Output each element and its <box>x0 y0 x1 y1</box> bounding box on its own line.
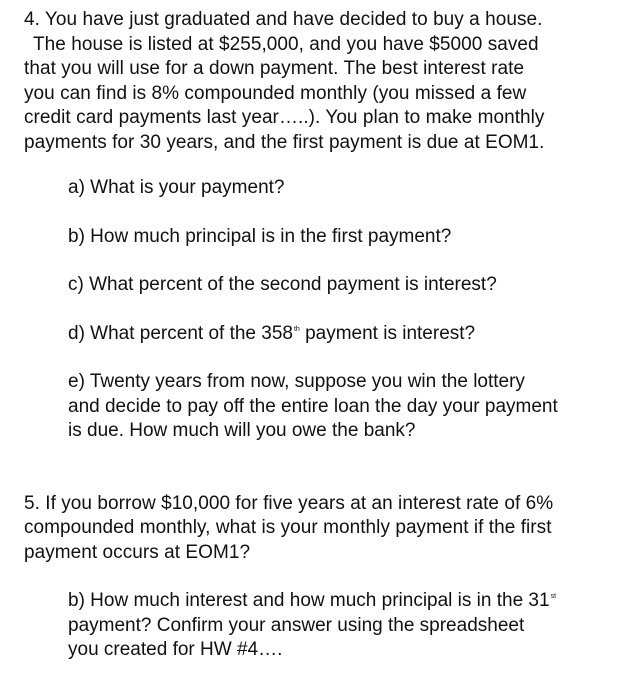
ordinal-suffix: st <box>550 593 557 600</box>
question-4-line: that you will use for a down payment. The best interest rate <box>24 58 525 79</box>
question-4-line: credit card payments last year…..). You plan to make monthly <box>24 107 545 128</box>
question-4-part-d <box>24 322 622 347</box>
question-4-part-a: a) What is your payment? <box>68 177 285 198</box>
question-4-line: 4. You have just graduated and have decided to buy a house. <box>24 9 543 30</box>
ordinal-suffix: th <box>293 325 300 333</box>
question-4-text <box>24 8 622 155</box>
question-5-line: compounded monthly, what is your monthly payment if the first <box>24 517 552 538</box>
question-4-line: The house is listed at $255,000, and you have $5000 saved <box>33 33 539 55</box>
question-5-part-b-line: you created for HW #4…. <box>68 639 283 660</box>
question-4-part-e-line: e) Twenty years from now, suppose you win the lottery <box>68 371 525 392</box>
question-4-part-e-line: and decide to pay off the entire loan the day your payment <box>68 395 558 417</box>
question-5-line: payment occurs at EOM1? <box>24 541 251 563</box>
question-5-line: 5. If you borrow $10,000 for five years at an interest rate of 6% <box>24 492 554 514</box>
question-5-part-b-text: b) How much interest and how much principal is in the 31 <box>68 590 550 611</box>
question-4-part-e <box>24 370 622 444</box>
question-4-line: you can find is 8% compounded monthly (you missed a few <box>24 82 527 104</box>
question-4-part-d-text-end: payment is interest? <box>299 322 476 344</box>
question-5-part-b-line <box>68 589 622 614</box>
question-5-text <box>24 492 622 566</box>
question-4-line: payments for 30 years, and the first payment is due at EOM1. <box>24 131 545 153</box>
question-5-part-b <box>24 589 622 663</box>
question-4-part-e-line: is due. How much will you owe the bank? <box>68 420 416 441</box>
question-4-part-c: c) What percent of the second payment is interest? <box>68 274 497 295</box>
question-4-part-b: b) How much principal is in the first payment? <box>68 225 452 247</box>
question-5-part-b-line: payment? Confirm your answer using the spreadsheet <box>68 614 525 636</box>
question-4-part-d-text: d) What percent of the 358 <box>68 322 293 344</box>
